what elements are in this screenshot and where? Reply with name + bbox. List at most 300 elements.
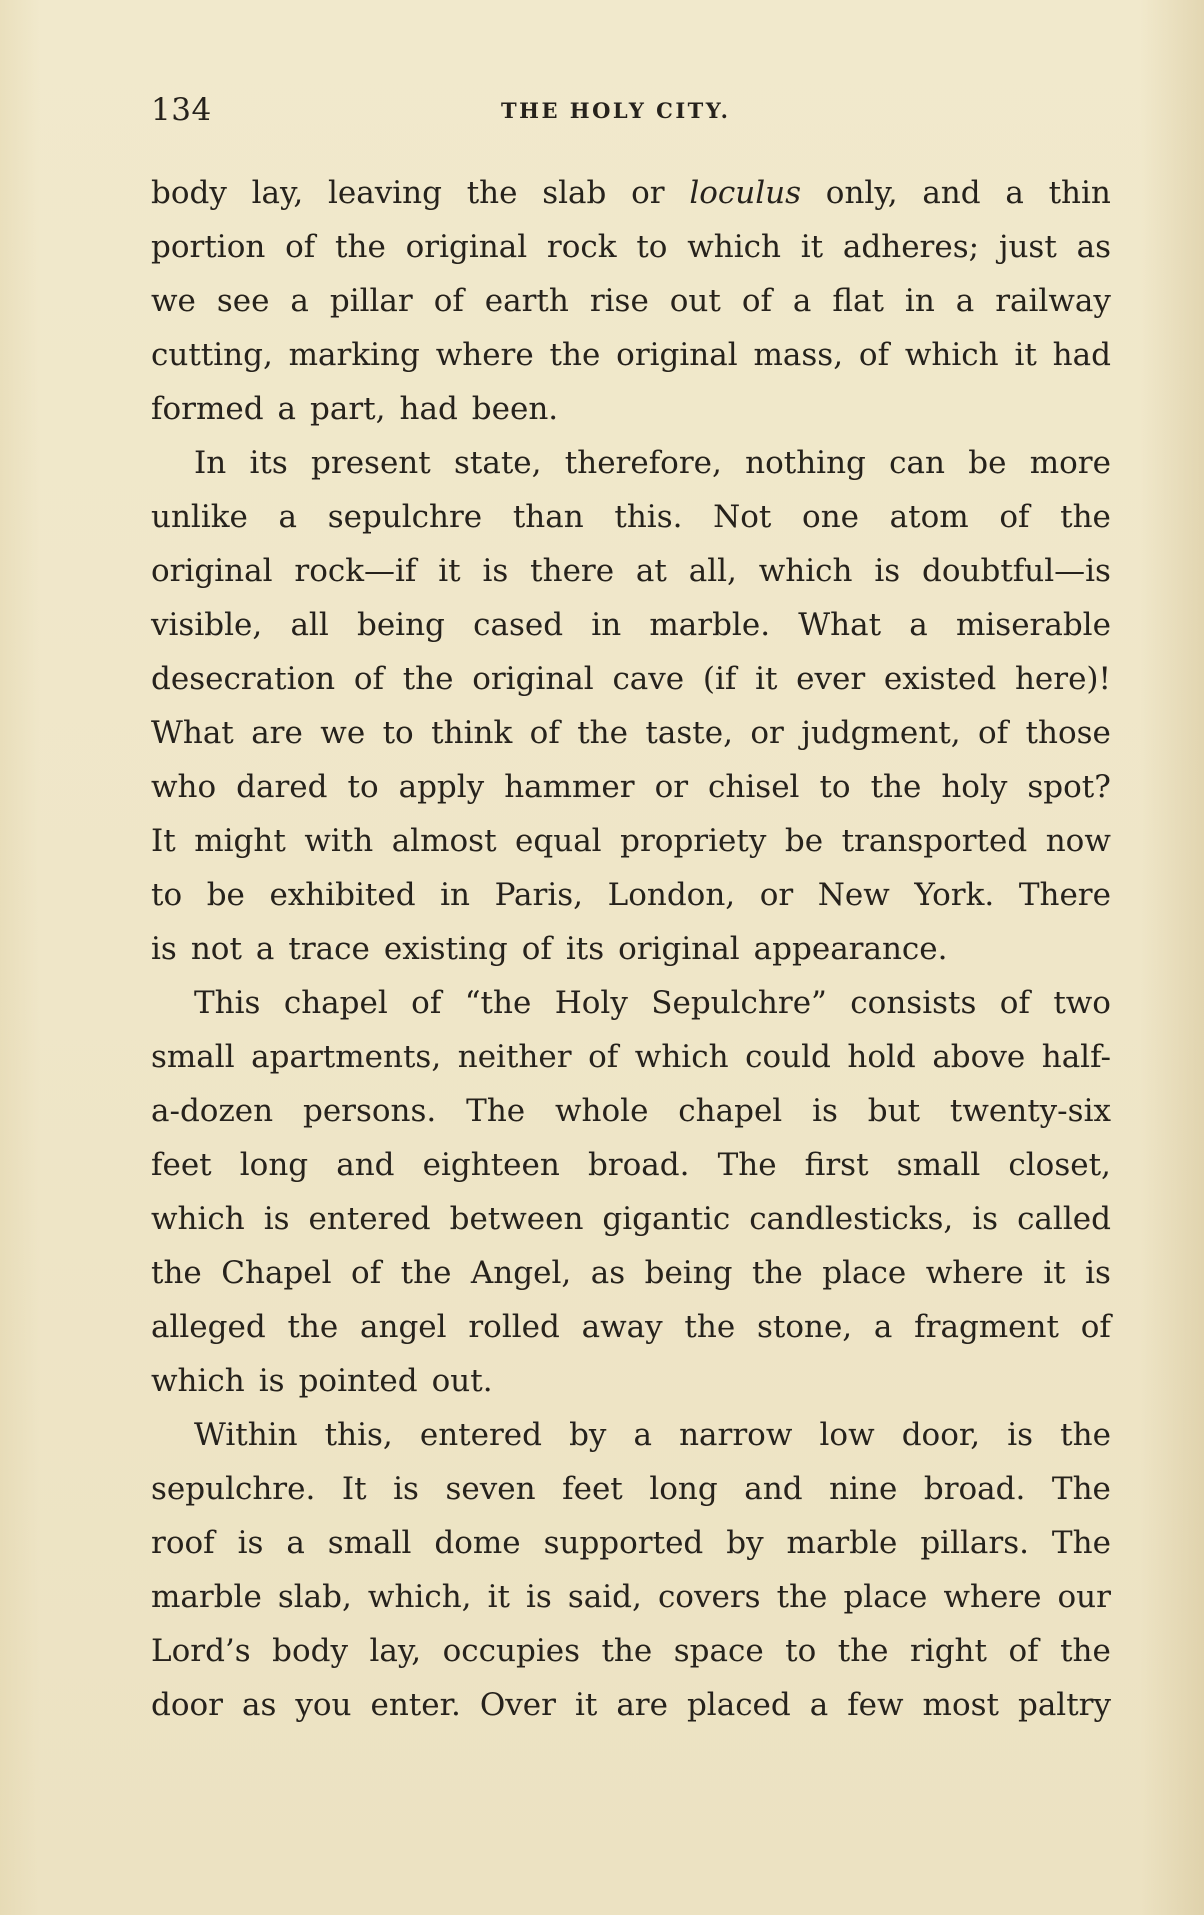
word: What (798, 607, 882, 643)
word: in (904, 283, 935, 319)
word: long (239, 1147, 309, 1183)
text-line (151, 1192, 1111, 1246)
word: door (151, 1687, 223, 1723)
word: to (785, 1633, 817, 1669)
word: of (999, 499, 1030, 535)
word: the (577, 715, 628, 751)
word: are (616, 1687, 668, 1723)
word: which (634, 1039, 729, 1075)
word: judgment, (801, 715, 961, 751)
word: a (1005, 175, 1024, 211)
word: of (433, 283, 464, 319)
word: exhibited (269, 877, 416, 913)
word: marble (786, 1525, 898, 1561)
word: only, (825, 175, 898, 211)
word: body (272, 1633, 349, 1669)
word: be (968, 445, 1007, 481)
word: small (896, 1147, 981, 1183)
word: is (526, 1579, 552, 1615)
word: right (909, 1633, 987, 1669)
word: York. (914, 877, 995, 913)
word: doubtful—is (922, 553, 1111, 589)
word: in (591, 607, 622, 643)
word: between (449, 1201, 584, 1237)
word: In (194, 445, 227, 481)
text-line (151, 382, 1111, 436)
word: is (874, 553, 901, 589)
word: rise (589, 283, 649, 319)
text-line (151, 922, 1111, 976)
text-line (151, 814, 1111, 868)
text-line (151, 328, 1111, 382)
word: could (745, 1039, 831, 1075)
word: apply (398, 769, 485, 805)
word: the (287, 1309, 339, 1345)
word: rock—if (294, 553, 417, 589)
word: at (635, 553, 667, 589)
word: desecration (151, 661, 336, 697)
word: holy (941, 769, 1008, 805)
text-line (151, 652, 1111, 706)
word: earth (484, 283, 569, 319)
word: slab (542, 175, 607, 211)
word: gigantic (602, 1201, 731, 1237)
word: is (972, 1201, 999, 1237)
word: which (687, 229, 781, 265)
word: the (837, 1633, 889, 1669)
word: atom (889, 499, 969, 535)
word: roof (151, 1525, 215, 1561)
word: “the (464, 985, 532, 1021)
word: propriety (620, 823, 767, 859)
word: the (684, 1309, 736, 1345)
word: broad. (923, 1471, 1026, 1507)
word: or (654, 769, 689, 805)
word: Sepulchre” (651, 985, 827, 1021)
word: appearance. (753, 931, 948, 967)
word: the (335, 229, 386, 265)
word: which (758, 553, 853, 589)
word: but (867, 1093, 921, 1129)
word: a (255, 931, 275, 967)
word: entered (419, 1417, 542, 1453)
word: original (618, 931, 740, 967)
word: apartments, (251, 1039, 442, 1075)
word: and (922, 175, 981, 211)
word: is (1085, 1255, 1111, 1291)
word: small (327, 1525, 412, 1561)
word: formed (151, 391, 264, 427)
word: the (601, 1633, 653, 1669)
word: London, (607, 877, 736, 913)
word: or (750, 715, 784, 751)
word: to (636, 229, 668, 265)
word: the (402, 661, 454, 697)
word: chisel (708, 769, 800, 805)
word: feet (151, 1147, 212, 1183)
word: to (382, 715, 414, 751)
word: can (889, 445, 945, 481)
word: now (1045, 823, 1111, 859)
word: It (151, 823, 176, 859)
word: most (922, 1687, 999, 1723)
word: been. (471, 391, 559, 427)
word: a (290, 283, 309, 319)
word: existed (883, 661, 997, 697)
word: sepulchre (327, 499, 483, 535)
word: of (999, 985, 1030, 1021)
word: as (590, 1255, 626, 1291)
word: a (909, 607, 928, 643)
word: lay, (251, 175, 304, 211)
word: by (726, 1525, 764, 1561)
text-line (151, 1138, 1111, 1192)
word: is (258, 1363, 285, 1399)
word: of (285, 229, 316, 265)
word: more (1029, 445, 1111, 481)
running-title: THE HOLY CITY. (501, 98, 731, 123)
word: two (1053, 985, 1111, 1021)
word: present (311, 445, 431, 481)
word: miserable (955, 607, 1111, 643)
word: Angel, (470, 1255, 572, 1291)
word: we (320, 715, 366, 751)
word: and (336, 1147, 395, 1183)
word: mass, (753, 337, 844, 373)
word: The (1051, 1525, 1111, 1561)
word: of (1008, 1633, 1039, 1669)
word: The (717, 1147, 777, 1183)
word: or (631, 175, 665, 211)
word: ever (796, 661, 866, 697)
word: a (286, 1525, 305, 1561)
word: a (792, 283, 812, 319)
word: alleged (151, 1309, 266, 1345)
word: the (1060, 1633, 1111, 1669)
word: seven (445, 1471, 536, 1507)
word: lay, (369, 1633, 422, 1669)
word: pillar (329, 283, 413, 319)
word: of (529, 715, 560, 751)
word: angel (360, 1309, 447, 1345)
word: portion (151, 229, 266, 265)
word: which (151, 1201, 245, 1237)
word: nine (829, 1471, 898, 1507)
word: marble (151, 1579, 262, 1615)
word: a (633, 1417, 652, 1453)
word: being (356, 607, 445, 643)
word: not (190, 931, 242, 967)
word: What (151, 715, 234, 751)
word: The (466, 1093, 526, 1129)
word: taste, (645, 715, 733, 751)
word: Lord’s (151, 1633, 251, 1669)
word: existing (383, 931, 508, 967)
word: Paris, (494, 877, 584, 913)
word: nothing (745, 445, 866, 481)
word: trace (288, 931, 370, 967)
word: to (151, 877, 183, 913)
text-line (151, 760, 1111, 814)
text-line (151, 490, 1111, 544)
word: pointed (298, 1363, 418, 1399)
word: all, (688, 553, 737, 589)
text-line (151, 1408, 1111, 1462)
word: original (616, 337, 738, 373)
word: cave (612, 661, 685, 697)
text-line (151, 1300, 1111, 1354)
word: enter. (370, 1687, 461, 1723)
text-line (151, 868, 1111, 922)
word: with (304, 823, 374, 859)
word: those (1025, 715, 1111, 751)
word: cutting, (151, 337, 273, 373)
word: space (673, 1633, 764, 1669)
word: as (241, 1687, 277, 1723)
text-line (151, 1354, 1111, 1408)
word: place (843, 1579, 928, 1615)
word: dared (236, 769, 328, 805)
word: hammer (504, 769, 635, 805)
word: flat (832, 283, 884, 319)
word: whole (555, 1093, 649, 1129)
word: had (399, 391, 458, 427)
word: The (1051, 1471, 1111, 1507)
word: the (1060, 1417, 1111, 1453)
text-line (151, 1084, 1111, 1138)
word: twenty-six (949, 1093, 1111, 1129)
word: unlike (151, 499, 248, 535)
text-line (151, 544, 1111, 598)
word: Holy (554, 985, 628, 1021)
word: it (574, 1687, 598, 1723)
word: There (1018, 877, 1111, 913)
word: a (873, 1309, 893, 1345)
word: cased (473, 607, 564, 643)
word: the (870, 769, 922, 805)
word: is (812, 1093, 838, 1129)
word: or (759, 877, 794, 913)
word: occupies (442, 1633, 580, 1669)
word: out. (431, 1363, 493, 1399)
word: slab, (277, 1579, 352, 1615)
word: of (858, 337, 890, 373)
word: a-dozen (151, 1093, 274, 1129)
word: is (237, 1525, 264, 1561)
word: of (741, 283, 772, 319)
word: persons. (302, 1093, 437, 1129)
word: than (512, 499, 584, 535)
text-line (151, 1624, 1111, 1678)
word: paltry (1017, 1687, 1111, 1723)
text-line (151, 220, 1111, 274)
word: just (998, 229, 1057, 265)
word: loculus (689, 175, 802, 211)
word: chapel (678, 1093, 783, 1129)
word: the (752, 1255, 803, 1291)
word: all (290, 607, 329, 643)
word: called (1017, 1201, 1111, 1237)
word: therefore, (564, 445, 722, 481)
word: chapel (283, 985, 388, 1021)
word: of (353, 661, 384, 697)
word: are (251, 715, 303, 751)
word: the (151, 1255, 202, 1291)
word: consists (850, 985, 977, 1021)
word: rolled (468, 1309, 560, 1345)
word: be (206, 877, 245, 913)
word: you (295, 1687, 352, 1723)
word: marble. (649, 607, 771, 643)
word: as (1076, 229, 1111, 265)
word: be (784, 823, 824, 859)
text-line (151, 1570, 1111, 1624)
word: part, (310, 391, 386, 427)
word: candlesticks, (749, 1201, 954, 1237)
word: hold (847, 1039, 916, 1075)
word: of (351, 1255, 382, 1291)
word: dome (434, 1525, 521, 1561)
word: low (819, 1417, 875, 1453)
word: original (405, 229, 528, 265)
word: above (932, 1039, 1026, 1075)
word: entered (308, 1201, 431, 1237)
word: almost (391, 823, 497, 859)
word: equal (515, 823, 602, 859)
word: where (925, 1255, 1024, 1291)
word: out (669, 283, 721, 319)
word: place (822, 1255, 907, 1291)
word: this, (324, 1417, 393, 1453)
word: long (649, 1471, 718, 1507)
word: narrow (679, 1417, 793, 1453)
text-line (151, 1246, 1111, 1300)
page-header (151, 92, 1111, 132)
word: and (744, 1471, 803, 1507)
word: is (1007, 1417, 1034, 1453)
text-line (151, 436, 1111, 490)
word: rock (546, 229, 617, 265)
word: Over (479, 1687, 556, 1723)
text-line (151, 976, 1111, 1030)
word: where (435, 337, 534, 373)
word: it (438, 553, 461, 589)
word: sepulchre. (151, 1471, 316, 1507)
text-line (151, 598, 1111, 652)
word: Not (713, 499, 772, 535)
word: small (151, 1039, 235, 1075)
text-line (151, 274, 1111, 328)
word: the (466, 175, 518, 211)
word: which (904, 337, 999, 373)
text-line (151, 1516, 1111, 1570)
word: to (347, 769, 379, 805)
word: where (943, 1579, 1042, 1615)
word: fragment (914, 1309, 1059, 1345)
word: of (411, 985, 442, 1021)
word: Within (194, 1417, 298, 1453)
word: the (549, 337, 601, 373)
word: Chapel (221, 1255, 332, 1291)
word: leaving (328, 175, 442, 211)
word: covers (657, 1579, 761, 1615)
body-text (151, 166, 1111, 1732)
word: state, (453, 445, 542, 481)
word: New (817, 877, 890, 913)
page-number: 134 (151, 92, 212, 128)
text-line (151, 706, 1111, 760)
word: is (393, 1471, 419, 1507)
word: a (278, 499, 298, 535)
word: said, (567, 1579, 642, 1615)
word: supported (543, 1525, 704, 1561)
word: here)! (1014, 661, 1111, 697)
word: thin (1048, 175, 1111, 211)
word: few (847, 1687, 904, 1723)
word: the (400, 1255, 452, 1291)
word: door, (901, 1417, 981, 1453)
word: think (431, 715, 513, 751)
word: of (1080, 1309, 1111, 1345)
word: who (151, 769, 217, 805)
word: of (521, 931, 552, 967)
word: to (819, 769, 851, 805)
word: railway (995, 283, 1111, 319)
word: its (565, 931, 605, 967)
word: the (1060, 499, 1111, 535)
text-line (151, 1030, 1111, 1084)
word: of (588, 1039, 619, 1075)
word: is (151, 931, 177, 967)
word: a (955, 283, 975, 319)
word: the (776, 1579, 828, 1615)
word: it (487, 1579, 510, 1615)
word: our (1057, 1579, 1111, 1615)
word: it (755, 661, 778, 697)
word: placed (686, 1687, 791, 1723)
word: there (530, 553, 615, 589)
word: is (482, 553, 509, 589)
word: original (472, 661, 594, 697)
word: away (581, 1309, 663, 1345)
word: its (249, 445, 288, 481)
word: it (1014, 337, 1037, 373)
word: half- (1041, 1039, 1111, 1075)
word: broad. (587, 1147, 690, 1183)
word: feet (562, 1471, 623, 1507)
word: eighteen (422, 1147, 560, 1183)
word: pillars. (920, 1525, 1029, 1561)
word: a (277, 391, 297, 427)
word: (if (702, 661, 737, 697)
word: which, (367, 1579, 472, 1615)
word: one (802, 499, 860, 535)
word: we (151, 283, 196, 319)
word: neither (457, 1039, 572, 1075)
word: it (800, 229, 824, 265)
word: being (644, 1255, 733, 1291)
word: it (1043, 1255, 1066, 1291)
word: of (977, 715, 1009, 751)
word: see (216, 283, 270, 319)
word: stone, (756, 1309, 853, 1345)
word: a (809, 1687, 829, 1723)
word: transported (841, 823, 1028, 859)
word: might (194, 823, 286, 859)
word: original (151, 553, 273, 589)
word: visible, (151, 607, 263, 643)
word: in (440, 877, 471, 913)
